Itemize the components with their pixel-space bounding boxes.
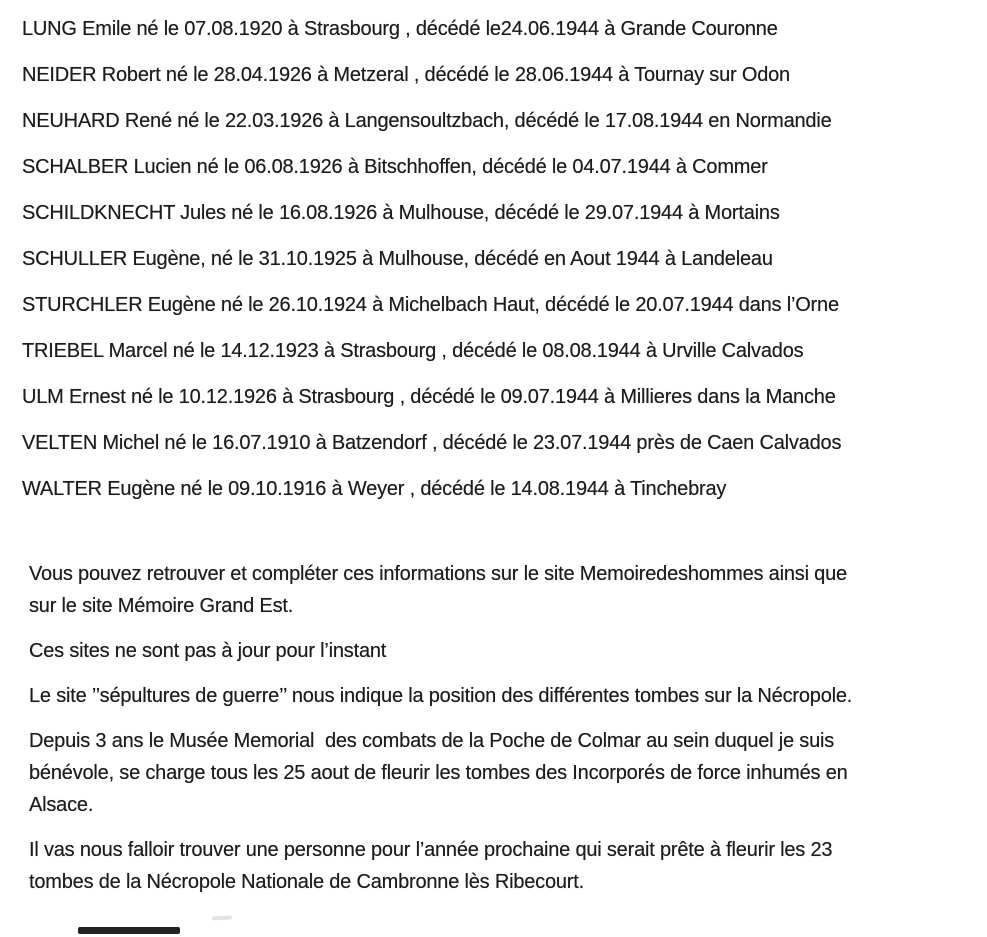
- memorial-entry-walter: WALTER Eugène né le 09.10.1916 à Weyer , décédé le 14.08.1944 à Tinchebray: [22, 478, 727, 500]
- memorial-entry-sturchler: STURCHLER Eugène né le 26.10.1924 à Michelbach Haut, décédé le 20.07.1944 dans l’Orne: [22, 294, 839, 316]
- paragraph-line: Vous pouvez retrouver et compléter ces informations sur le site Memoiredeshommes ainsi que: [29, 563, 847, 585]
- paragraph-line: bénévole, se charge tous les 25 aout de fleurir les tombes des Incorporés de force inhumés en: [29, 762, 848, 784]
- memorial-entry-schildknecht: SCHILDKNECHT Jules né le 16.08.1926 à Mulhouse, décédé le 29.07.1944 à Mortains: [22, 202, 780, 224]
- paragraph-line: sur le site Mémoire Grand Est.: [29, 595, 294, 617]
- paragraph-sepultures-de-guerre: [29, 680, 977, 712]
- scan-smudge-artifact: [212, 915, 232, 920]
- paragraph-personne-annee-prochaine: [29, 834, 977, 898]
- paragraph-line: Ces sites ne sont pas à jour pour l’instant: [29, 640, 387, 662]
- memorial-entry-ulm: ULM Ernest né le 10.12.1926 à Strasbourg , décédé le 09.07.1944 à Millieres dans la Manche: [22, 386, 836, 408]
- memorial-entry-schalber: SCHALBER Lucien né le 06.08.1926 à Bitschhoffen, décédé le 04.07.1944 à Commer: [22, 156, 768, 178]
- paragraph-line: Alsace.: [29, 794, 94, 816]
- body-paragraphs: [0, 558, 987, 898]
- memorial-entry-lung: LUNG Emile né le 07.08.1920 à Strasbourg , décédé le24.06.1944 à Grande Couronne: [22, 18, 778, 40]
- memorial-entry-neider: NEIDER Robert né le 28.04.1926 à Metzeral , décédé le 28.06.1944 à Tournay sur Odon: [22, 64, 790, 86]
- memorial-entry-schuller: SCHULLER Eugène, né le 31.10.1925 à Mulhouse, décédé en Aout 1944 à Landeleau: [22, 248, 773, 270]
- memorial-entry-triebel: TRIEBEL Marcel né le 14.12.1923 à Strasbourg , décédé le 08.08.1944 à Urville Calvados: [22, 340, 804, 362]
- paragraph-line: tombes de la Nécropole Nationale de Cambronne lès Ribecourt.: [29, 871, 584, 893]
- paragraph-line: Le site ’’sépultures de guerre’’ nous indique la position des différentes tombes sur la Nécropole.: [29, 685, 853, 707]
- paragraph-sites-not-updated: [29, 635, 977, 667]
- paragraph-line: Depuis 3 ans le Musée Memorial des combats de la Poche de Colmar au sein duquel je suis: [29, 730, 835, 752]
- scan-bar-artifact: [78, 927, 180, 934]
- paragraph-line: Il vas nous falloir trouver une personne pour l’année prochaine qui serait prête à fleurir les 23: [29, 839, 833, 861]
- paragraph-musee-memorial: [29, 725, 977, 821]
- memorial-entry-neuhard: NEUHARD René né le 22.03.1926 à Langensoultzbach, décédé le 17.08.1944 en Normandie: [22, 110, 832, 132]
- paragraph-sites-info: [29, 558, 977, 622]
- memorial-entry-velten: VELTEN Michel né le 16.07.1910 à Batzendorf , décédé le 23.07.1944 près de Caen Calvados: [22, 432, 842, 454]
